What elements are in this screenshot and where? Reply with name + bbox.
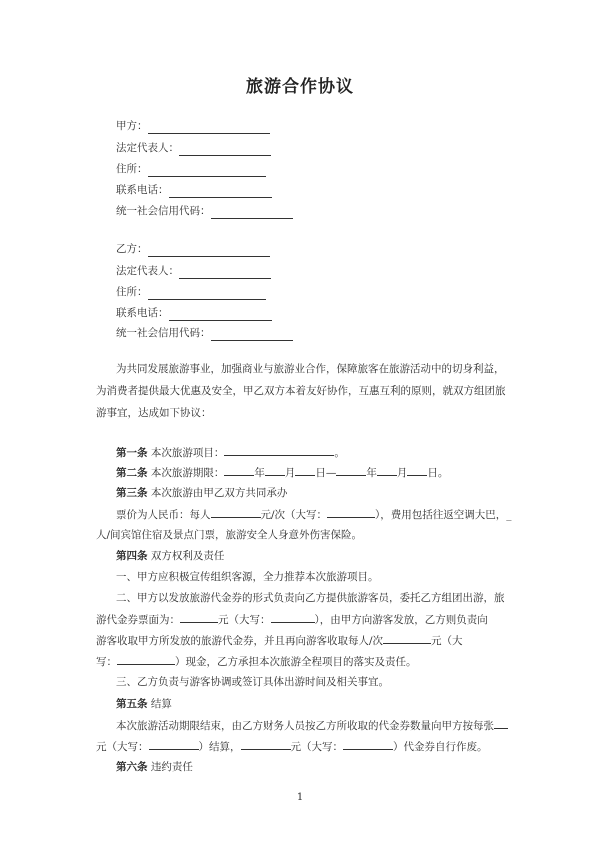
party-b-credit-label: 统一社会信用代码： — [116, 327, 211, 339]
page-title: 旅游合作协议 — [246, 77, 354, 97]
fare-capital-blank[interactable] — [327, 506, 375, 518]
party-a-credit-field — [116, 203, 293, 219]
intro-line-2: 为消费者提供最大优惠及安全，甲乙双方本着友好协作，互惠互利的原则，就双方组团旅 — [96, 385, 506, 397]
voucher-capital-label: 元（大写： — [218, 614, 271, 626]
article-1-text: 本次旅游项目： — [150, 447, 225, 459]
party-a-credit-label: 统一社会信用代码： — [116, 205, 211, 217]
article-4-number: 第四条 — [116, 550, 148, 562]
settle-line-1 — [116, 717, 508, 734]
month-label-2: 月 — [396, 467, 408, 479]
settle-capital-blank[interactable] — [149, 738, 199, 750]
fare-text-a: 票价为人民币：每人 — [116, 509, 211, 521]
collect-capital-blank[interactable] — [117, 653, 175, 665]
article-3 — [116, 485, 287, 501]
settle-text-1: 本次旅游活动期限结束，由乙方财务人员按乙方所收取的代金券数量向甲方按每张 — [116, 720, 494, 732]
collect-text: 游客收取甲方所发放的旅游代金券，并且再向游客收取每人/次 — [96, 635, 384, 647]
party-b-rep-label: 法定代表人： — [116, 265, 179, 277]
article-2 — [116, 464, 448, 481]
party-b-phone-blank[interactable] — [169, 308, 272, 321]
day-dash-label: 日— — [315, 467, 337, 479]
party-b-name-blank[interactable] — [148, 244, 270, 257]
party-a-name-field — [116, 118, 270, 134]
collect-text-end: ）现金，乙方承担本次旅游全程项目的落实及责任。 — [175, 656, 417, 668]
party-b-name-label: 乙方： — [116, 243, 148, 255]
article-2-number: 第二条 — [116, 467, 148, 479]
party-b-address-blank[interactable] — [148, 287, 266, 300]
party-a-rep-label: 法定代表人： — [116, 142, 179, 154]
page-number: 1 — [296, 792, 304, 803]
article-6-number: 第六条 — [116, 761, 148, 773]
end-month-blank[interactable] — [377, 464, 397, 476]
voucher-capital-blank[interactable] — [271, 611, 315, 623]
day-label-2: 日。 — [427, 467, 449, 479]
intro-line-1: 为共同发展旅游事业，加强商业与旅游业合作，保障旅客在旅游活动中的切身利益， — [116, 363, 505, 375]
article-4 — [116, 548, 224, 564]
settle-void-amount-blank[interactable] — [241, 738, 291, 750]
party-b-address-label: 住所： — [116, 286, 148, 298]
party-a-name-label: 甲方： — [116, 120, 148, 132]
party-a-rep-blank[interactable] — [179, 143, 271, 156]
article-4-item-2-line-2 — [96, 611, 488, 628]
party-a-phone-blank[interactable] — [169, 185, 272, 198]
settle-text-d: ）代金券自行作废。 — [393, 741, 488, 753]
party-a-address-label: 住所： — [116, 163, 148, 175]
start-month-blank[interactable] — [265, 464, 285, 476]
year-label: 年 — [254, 467, 265, 479]
article-4-item-3: 三、乙方负责与游客协调或签订具体出游时间及相关事宜。 — [116, 676, 389, 688]
start-day-blank[interactable] — [295, 464, 315, 476]
settle-capital-label: 元（大写： — [96, 741, 149, 753]
party-a-address-field — [116, 161, 266, 177]
party-b-rep-blank[interactable] — [179, 266, 271, 279]
article-5-text: 结算 — [150, 698, 172, 710]
article-3-number: 第三条 — [116, 487, 148, 499]
voucher-face-blank[interactable] — [180, 611, 218, 623]
article-1-number: 第一条 — [116, 447, 148, 459]
party-b-rep-field — [116, 263, 271, 279]
settle-text-b: ）结算， — [198, 741, 241, 753]
party-b-credit-field — [116, 325, 293, 341]
article-4-item-2-line-1: 二、甲方以发放旅游代金券的形式负责向乙方提供旅游客员，委托乙方组团出游，旅 — [116, 592, 505, 604]
start-year-blank[interactable] — [224, 464, 254, 476]
party-a-rep-field — [116, 140, 271, 156]
settle-line-2 — [96, 738, 488, 755]
end-year-blank[interactable] — [336, 464, 366, 476]
fare-line-1 — [116, 506, 512, 523]
article-6-text: 违约责任 — [150, 761, 193, 773]
settle-void-capital-blank[interactable] — [343, 738, 393, 750]
month-label: 月 — [284, 467, 296, 479]
party-b-address-field — [116, 284, 266, 300]
article-4-item-1: 一、甲方应积极宣传组织客源，全力推荐本次旅游项目。 — [116, 571, 379, 583]
article-1 — [116, 444, 345, 461]
article-6 — [116, 759, 193, 775]
party-a-phone-field — [116, 182, 272, 198]
article-5-number: 第五条 — [116, 698, 148, 710]
fare-text-d: _ — [506, 509, 512, 521]
article-4-text: 双方权利及责任 — [150, 550, 225, 562]
fare-text-c: ），费用包括往返空调大巴， — [375, 509, 507, 521]
article-1-end: 。 — [334, 447, 345, 459]
fare-line-2: 人/间宾馆住宿及景点门票，旅游安全人身意外伤害保险。 — [96, 529, 363, 541]
article-1-project-blank[interactable] — [224, 444, 334, 456]
settle-per-blank[interactable] — [494, 717, 508, 729]
collect-capital-label: 元（大 — [431, 635, 463, 647]
voucher-face-label: 游代金券票面为： — [96, 614, 180, 626]
end-day-blank[interactable] — [407, 464, 427, 476]
article-2-text: 本次旅游期限： — [150, 467, 225, 479]
fare-text-b: 元/次（大写： — [260, 509, 328, 521]
intro-line-3: 游事宜，达成如下协议： — [96, 407, 212, 419]
article-4-item-2-line-3 — [96, 632, 463, 649]
article-3-text: 本次旅游由甲乙双方共同承办 — [150, 487, 288, 499]
party-b-name-field — [116, 241, 270, 257]
party-a-address-blank[interactable] — [148, 164, 266, 177]
voucher-text-c: ），由甲方向游客发放，乙方则负责向 — [314, 614, 488, 626]
party-a-credit-blank[interactable] — [211, 206, 293, 219]
party-b-phone-label: 联系电话： — [116, 307, 169, 319]
collect-amount-blank[interactable] — [383, 632, 431, 644]
collect-capital-label-2: 写： — [96, 656, 117, 668]
party-a-name-blank[interactable] — [148, 121, 270, 134]
fare-amount-blank[interactable] — [211, 506, 261, 518]
party-b-credit-blank[interactable] — [211, 328, 293, 341]
year-label-2: 年 — [366, 467, 377, 479]
settle-capital-label-2: 元（大写： — [290, 741, 343, 753]
article-5 — [116, 696, 172, 712]
article-4-item-2-line-4 — [96, 653, 417, 670]
party-b-phone-field — [116, 305, 272, 321]
party-a-phone-label: 联系电话： — [116, 184, 169, 196]
